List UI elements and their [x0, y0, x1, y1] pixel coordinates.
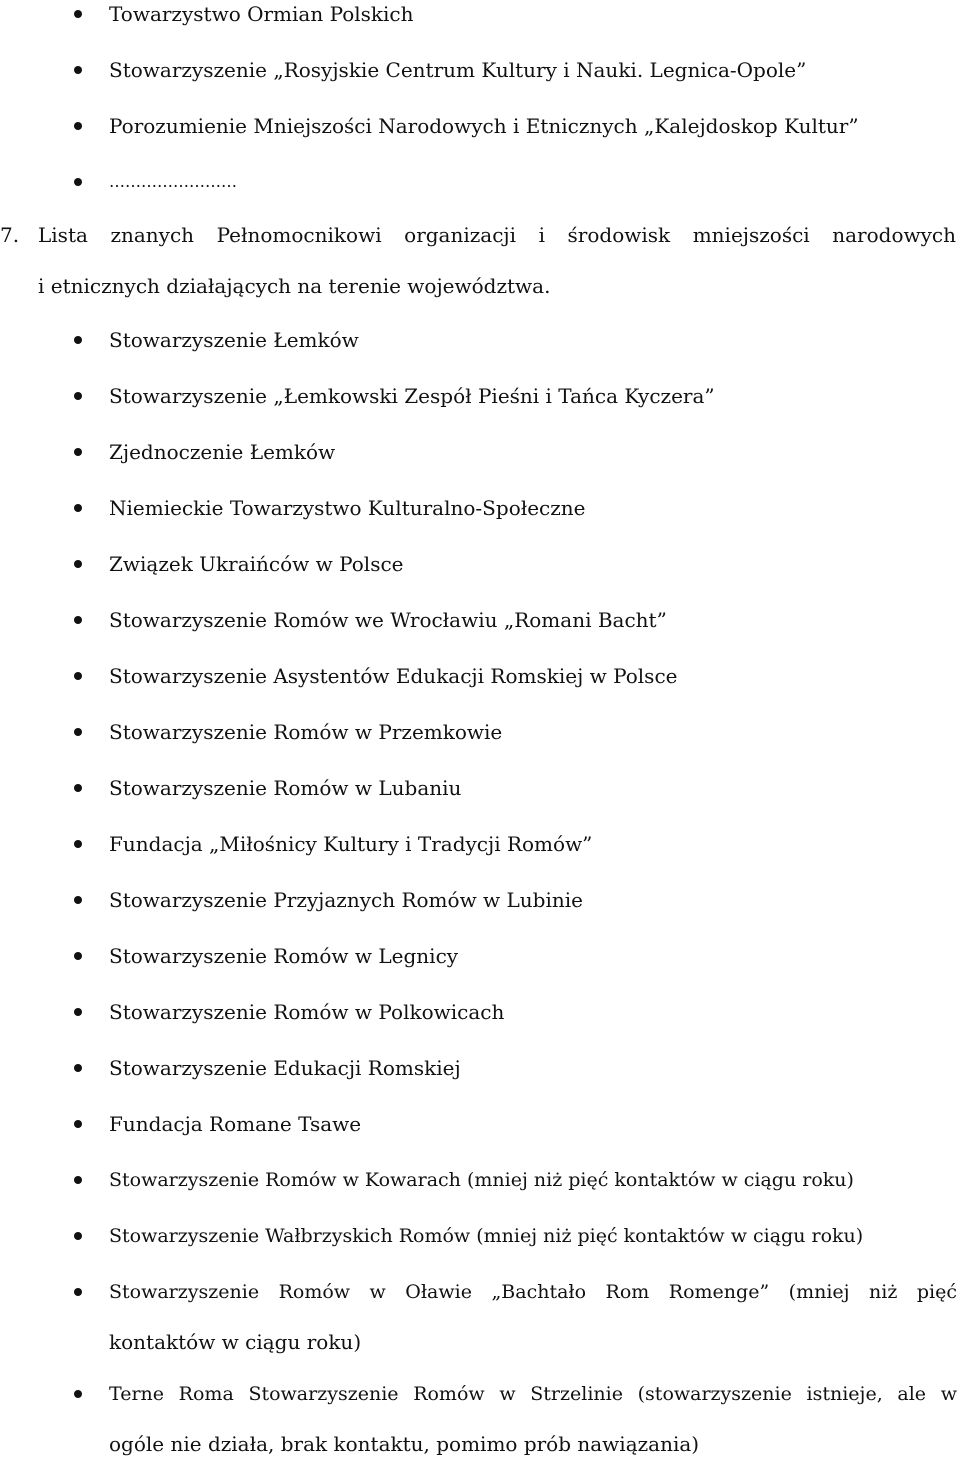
list-item: Zjednoczenie Łemków: [109, 440, 336, 464]
bullet-icon: [74, 1176, 82, 1184]
list-item: Towarzystwo Ormian Polskich: [109, 2, 414, 26]
bullet-icon: [74, 1232, 82, 1240]
list-item: Stowarzyszenie Wałbrzyskich Romów (mniej niż pięć kontaktów w ciągu roku): [109, 1225, 864, 1247]
list-item: Stowarzyszenie Romów w Legnicy: [109, 944, 459, 968]
list-item: Stowarzyszenie Romów w Kowarach (mniej niż pięć kontaktów w ciągu roku): [109, 1169, 854, 1191]
bullet-icon: [74, 392, 82, 400]
list-item: Stowarzyszenie Romów w Polkowicach: [109, 1000, 505, 1024]
bullet-icon: [74, 10, 82, 18]
list-item: Stowarzyszenie „Rosyjskie Centrum Kultury i Nauki. Legnica-Opole”: [109, 58, 807, 82]
bullet-icon: [74, 672, 82, 680]
bullet-icon: [74, 1120, 82, 1128]
bullet-icon: [74, 448, 82, 456]
list-item: Stowarzyszenie Romów w Lubaniu: [109, 776, 462, 800]
list-item-line1: Terne Roma Stowarzyszenie Romów w Strzelinie (stowarzyszenie istnieje, ale w: [109, 1383, 957, 1405]
list-item-line1: Stowarzyszenie Romów w Oławie „Bachtało Rom Romenge” (mniej niż pięć: [109, 1281, 957, 1303]
bullet-icon: [74, 952, 82, 960]
bullet-icon: [74, 1008, 82, 1016]
list-item: ……………………: [109, 172, 237, 191]
bullet-icon: [74, 784, 82, 792]
bullet-icon: [74, 728, 82, 736]
list-item-line2: kontaktów w ciągu roku): [109, 1330, 362, 1354]
list-item: Niemieckie Towarzystwo Kulturalno-Społeczne: [109, 496, 586, 520]
bullet-icon: [74, 178, 82, 186]
bullet-icon: [74, 66, 82, 74]
bullet-icon: [74, 336, 82, 344]
bullet-icon: [74, 504, 82, 512]
list-item: Stowarzyszenie Romów we Wrocławiu „Romani Bacht”: [109, 608, 667, 632]
list-item: Stowarzyszenie „Łemkowski Zespół Pieśni i Tańca Kyczera”: [109, 384, 715, 408]
section-text-line1: Lista znanych Pełnomocnikowi organizacji i środowisk mniejszości narodowych: [38, 223, 956, 247]
bullet-icon: [74, 896, 82, 904]
section-text-line2: i etnicznych działających na terenie województwa.: [38, 274, 551, 298]
list-item: Związek Ukraińców w Polsce: [109, 552, 404, 576]
bullet-icon: [74, 616, 82, 624]
bullet-icon: [74, 1390, 82, 1398]
bullet-icon: [74, 122, 82, 130]
list-item: Stowarzyszenie Romów w Przemkowie: [109, 720, 503, 744]
list-item: Fundacja Romane Tsawe: [109, 1112, 362, 1136]
list-item: Stowarzyszenie Przyjaznych Romów w Lubinie: [109, 888, 583, 912]
bullet-icon: [74, 1064, 82, 1072]
bullet-icon: [74, 560, 82, 568]
section-number: 7.: [0, 223, 20, 247]
list-item-line2: ogóle nie działa, brak kontaktu, pomimo prób nawiązania): [109, 1432, 700, 1456]
list-item: Stowarzyszenie Asystentów Edukacji Romskiej w Polsce: [109, 664, 678, 688]
list-item: Porozumienie Mniejszości Narodowych i Etnicznych „Kalejdoskop Kultur”: [109, 114, 859, 138]
list-item: Stowarzyszenie Łemków: [109, 328, 359, 352]
list-item: Fundacja „Miłośnicy Kultury i Tradycji Romów”: [109, 832, 593, 856]
bullet-icon: [74, 1288, 82, 1296]
list-item: Stowarzyszenie Edukacji Romskiej: [109, 1056, 461, 1080]
bullet-icon: [74, 840, 82, 848]
